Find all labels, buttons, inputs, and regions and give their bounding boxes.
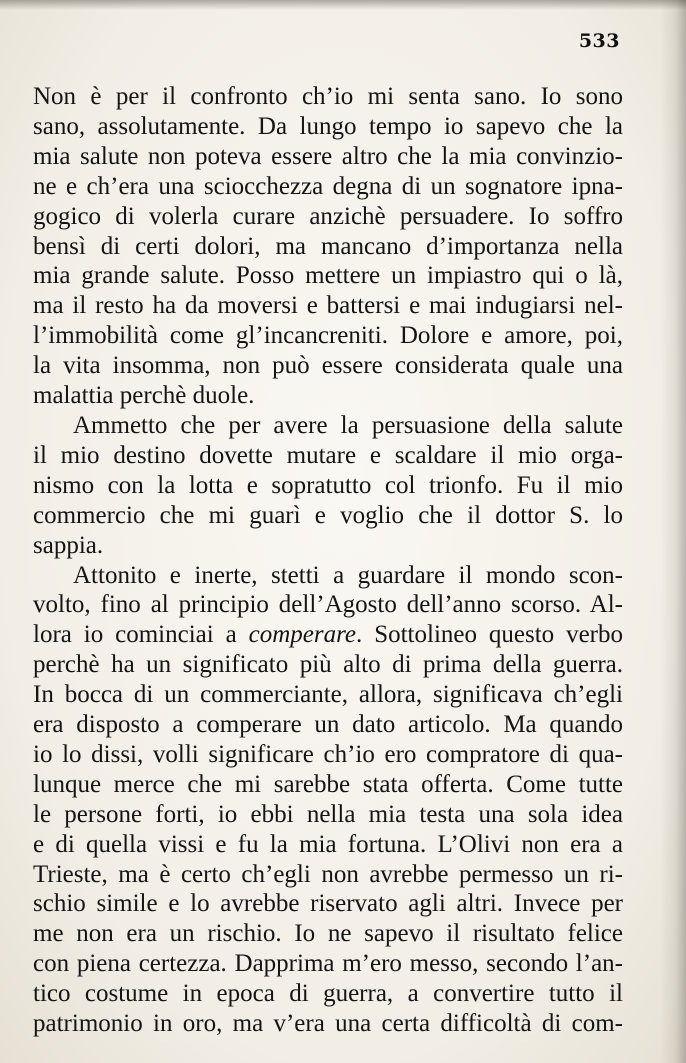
text-line: Non è per il confronto ch’io mi senta sano. Io sono [33, 83, 623, 110]
paragraph-3 [33, 561, 623, 1040]
text-line: l’immobilità come gl’incancreniti. Dolore e amore, poi, [33, 322, 623, 350]
text-line: Attonito e inerte, stetti a guardare il mondo scon- [73, 561, 623, 589]
text-line: schio simile e lo avrebbe riservato agli altri. Invece per [33, 890, 623, 918]
text-line: Trieste, ma è certo ch’egli non avrebbe permesso un ri- [33, 860, 623, 888]
text-line: malattia perchè duole. [33, 382, 255, 410]
text-line-with-italic: lora io cominciai a comperare. Sottolineo questo verbo [33, 621, 624, 649]
text-line: me non era un rischio. Io ne sapevo il risultato felice [33, 920, 623, 948]
emphasized-word: comperare [248, 621, 357, 649]
paragraph-1 [33, 82, 623, 411]
text-line: le persone forti, io ebbi nella mia testa una sola idea [33, 800, 623, 828]
page-top-shadow [0, 0, 686, 10]
text-line: volto, fino al principio dell’Agosto dell’anno scorso. Al- [33, 591, 623, 619]
page-number: 533 [578, 30, 620, 52]
text-line: era disposto a comperare un dato articolo. Ma quando [33, 711, 623, 739]
text-line: Ammetto che per avere la persuasione della salute [73, 411, 623, 439]
text-line: bensì di certi dolori, ma mancano d’importanza nella [33, 232, 623, 260]
text-line: il mio destino dovette mutare e scaldare il mio orga- [33, 441, 623, 469]
text-line: patrimonio in oro, ma v’era una certa difficoltà di com- [33, 1010, 623, 1038]
text-line: sappia. [33, 531, 104, 559]
text-line: sano, assolutamente. Da lungo tempo io sapevo che la [33, 112, 623, 140]
page-gutter-shadow [660, 0, 686, 1063]
text-line: la vita insomma, non può essere considerata quale una [33, 352, 623, 380]
text-line: In bocca di un commerciante, allora, significava ch’egli [33, 681, 623, 709]
text-line: e di quella vissi e fu la mia fortuna. L’Olivi non era a [33, 830, 623, 858]
text-line: mia grande salute. Posso mettere un impiastro qui o là, [33, 262, 623, 290]
paragraph-2 [33, 411, 623, 561]
text-line: gogico di volerla curare anzichè persuadere. Io soffro [33, 202, 623, 230]
body-text [33, 82, 623, 1039]
text-line: nismo con la lotta e sopratutto col trionfo. Fu il mio [33, 471, 623, 499]
text-line: commercio che mi guarì e voglio che il dottor S. lo [33, 501, 623, 529]
text-line: perchè ha un significato più alto di prima della guerra. [33, 651, 623, 679]
text-line: lunque merce che mi sarebbe stata offerta. Come tutte [33, 770, 623, 798]
text-line: io lo dissi, volli significare ch’io ero compratore di qua- [33, 740, 623, 768]
text-line: tico costume in epoca di guerra, a convertire tutto il [33, 980, 623, 1008]
text-line: ne e ch’era una sciocchezza degna di un sognatore ipna- [33, 172, 623, 200]
text-line: con piena certezza. Dapprima m’ero messo, secondo l’an- [33, 950, 623, 978]
text-line: ma il resto ha da moversi e battersi e mai indugiarsi nel- [33, 292, 623, 320]
text-line: mia salute non poteva essere altro che la mia convinzio- [33, 142, 623, 170]
